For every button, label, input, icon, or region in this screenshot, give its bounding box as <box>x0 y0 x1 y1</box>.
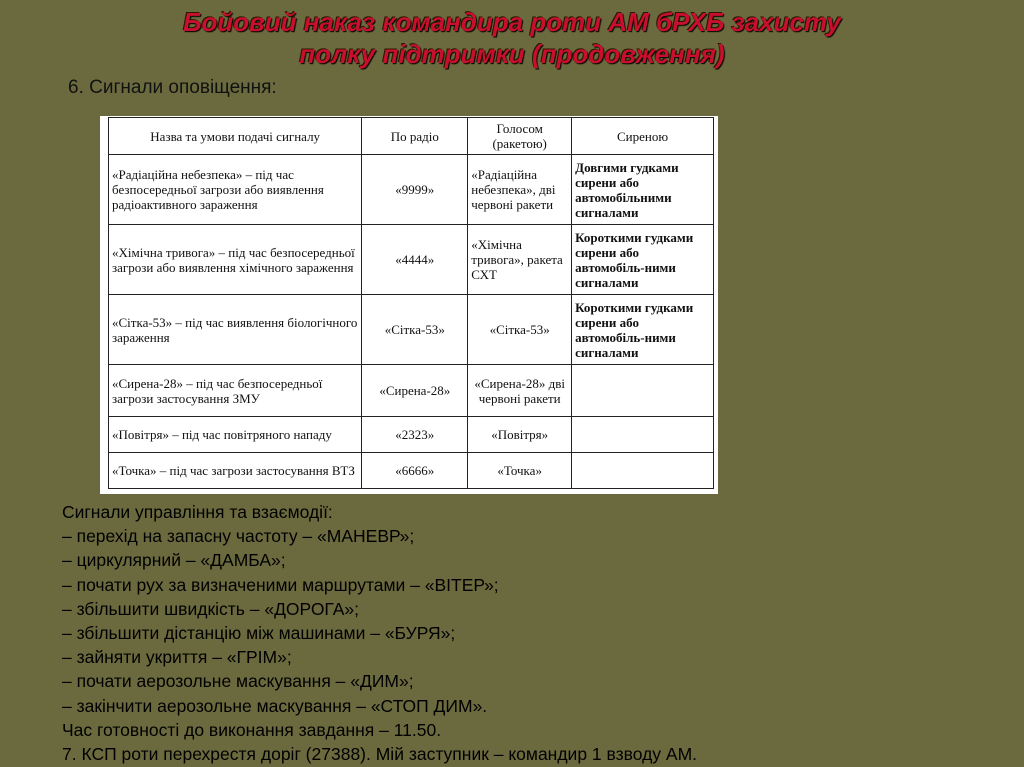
cell-siren: Довгими гудками сирени або автомобільними сигналами <box>572 155 714 225</box>
cell-radio: «2323» <box>362 417 468 453</box>
cell-radio: «9999» <box>362 155 468 225</box>
control-signals-heading: Сигнали управління та взаємодії: <box>62 502 333 522</box>
table-header-row <box>109 118 714 155</box>
signals-table <box>108 117 714 489</box>
command-post-line: 7. КСП роти перехрестя доріг (27388). Мій заступник – командир 1 взводу АМ. <box>62 744 698 765</box>
col-header-name: Назва та умови подачі сигналу <box>109 118 362 155</box>
cell-voice: «Повітря» <box>468 417 572 453</box>
col-header-siren: Сиреною <box>572 118 714 155</box>
cell-name: «Сітка-53» – під час виявлення біологічного зараження <box>109 295 362 365</box>
list-item: – почати рух за визначеними маршрутами – «ВІТЕР»; <box>62 574 499 595</box>
table-row <box>109 365 714 417</box>
cell-voice: «Радіаційна небезпека», дві червоні ракети <box>468 155 572 225</box>
list-item: – збільшити швидкість – «ДОРОГА»; <box>62 598 360 619</box>
cell-name: «Хімічна тривога» – під час безпосередньої загрози або виявлення хімічного зараження <box>109 225 362 295</box>
cell-name: «Радіаційна небезпека» – під час безпосередньої загрози або виявлення радіоактивного зараження <box>109 155 362 225</box>
cell-siren: Короткими гудками сирени або автомобіль-ними сигналами <box>572 295 714 365</box>
list-item: – збільшити дістанцію між машинами – «БУРЯ»; <box>62 623 456 644</box>
slide-title <box>0 6 1024 70</box>
list-item: – закінчити аерозольне маскування – «СТОП ДИМ». <box>62 695 488 716</box>
cell-siren <box>572 453 714 489</box>
cell-voice: «Точка» <box>468 453 572 489</box>
table-row <box>109 453 714 489</box>
col-header-radio: По радіо <box>362 118 468 155</box>
table-row <box>109 295 714 365</box>
table-row <box>109 225 714 295</box>
cell-voice: «Сітка-53» <box>468 295 572 365</box>
list-item: – перехід на запасну частоту – «МАНЕВР»; <box>62 526 415 547</box>
list-item: – почати аерозольне маскування – «ДИМ»; <box>62 671 414 692</box>
title-line-1: Бойовий наказ командира роти АМ бРХБ захисту <box>183 7 841 37</box>
cell-name: «Точка» – під час загрози застосування ВТЗ <box>109 453 362 489</box>
section-heading: 6. Сигнали оповіщення: <box>68 77 277 98</box>
cell-radio: «6666» <box>362 453 468 489</box>
cell-radio: «Сітка-53» <box>362 295 468 365</box>
signals-table-image <box>100 116 718 494</box>
col-header-voice: Голосом (ракетою) <box>468 118 572 155</box>
table-row <box>109 155 714 225</box>
list-item: – зайняти укриття – «ГРІМ»; <box>62 647 292 668</box>
readiness-time: Час готовності до виконання завдання – 11.50. <box>62 719 442 740</box>
cell-voice: «Сирена-28» дві червоні ракети <box>468 365 572 417</box>
control-signals-block <box>62 500 697 766</box>
cell-siren: Короткими гудками сирени або автомобіль-ними сигналами <box>572 225 714 295</box>
cell-name: «Повітря» – під час повітряного нападу <box>109 417 362 453</box>
cell-siren <box>572 365 714 417</box>
table-row <box>109 417 714 453</box>
cell-radio: «Сирена-28» <box>362 365 468 417</box>
cell-siren <box>572 417 714 453</box>
title-line-2: полку підтримки (продовження) <box>299 39 725 69</box>
cell-voice: «Хімічна тривога», ракета СХТ <box>468 225 572 295</box>
list-item: – циркулярний – «ДАМБА»; <box>62 550 286 571</box>
cell-name: «Сирена-28» – під час безпосередньої загрози застосування ЗМУ <box>109 365 362 417</box>
cell-radio: «4444» <box>362 225 468 295</box>
